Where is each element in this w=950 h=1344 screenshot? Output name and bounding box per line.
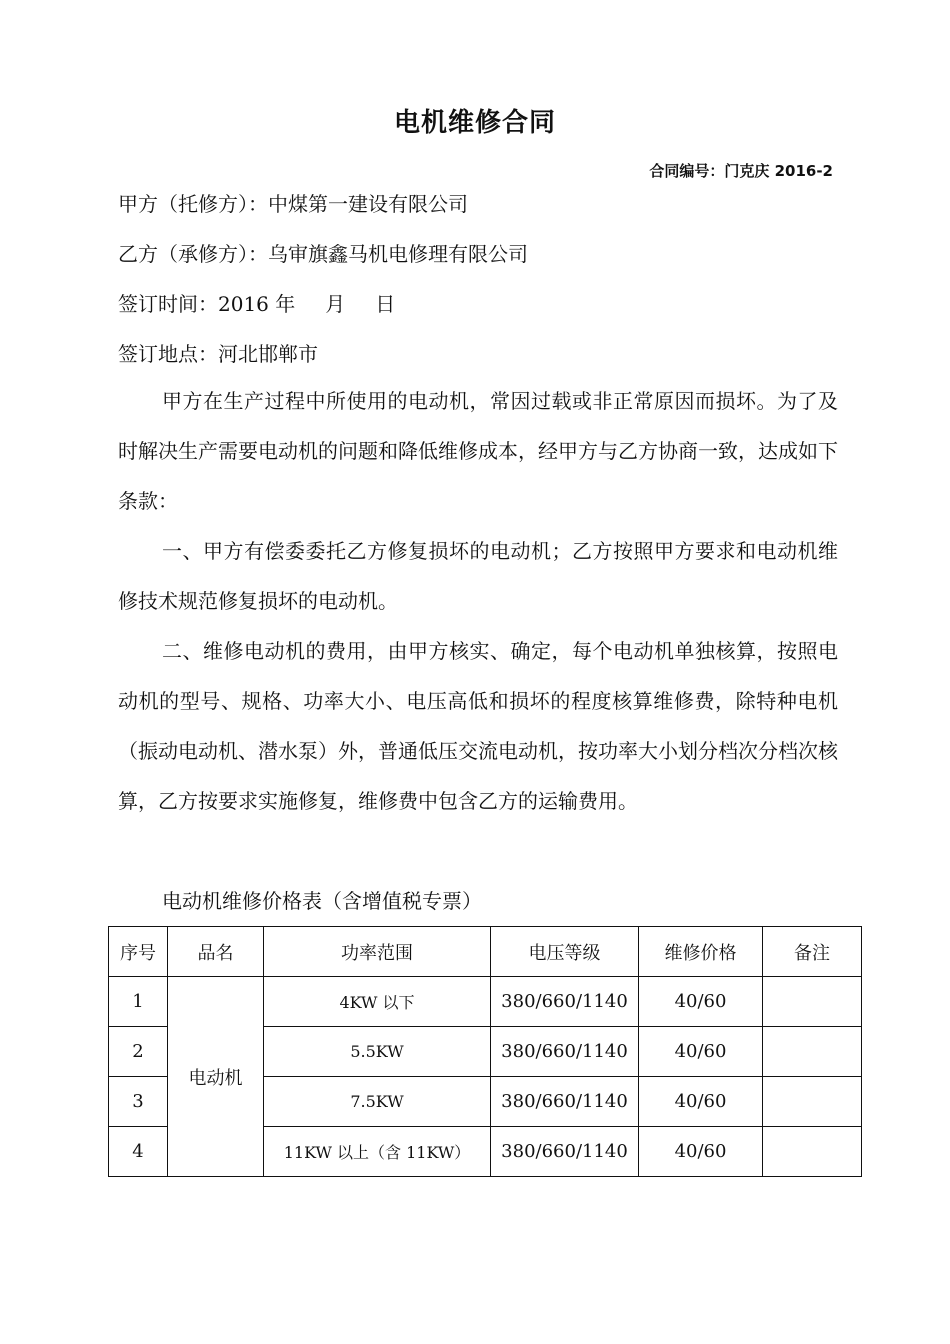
table-row xyxy=(109,977,862,1027)
clause-1: 一、甲方有偿委委托乙方修复损坏的电动机；乙方按照甲方要求和电动机维修技术规范修复损坏的电动机。 xyxy=(118,539,838,613)
product-name: 电动机 xyxy=(168,977,264,1177)
row-no: 4 xyxy=(109,1127,168,1177)
header-name: 品名 xyxy=(168,927,264,977)
header-price: 维修价格 xyxy=(639,927,763,977)
row-voltage: 380/660/1140 xyxy=(491,1027,639,1077)
intro-paragraph: 甲方在生产过程中所使用的电动机，常因过载或非正常原因而损坏。为了及时解决生产需要电动机的问题和降低维修成本，经甲方与乙方协商一致，达成如下条款： xyxy=(118,389,838,513)
table-caption: 电动机维修价格表（含增值税专票） xyxy=(162,889,482,913)
row-price: 40/60 xyxy=(639,1127,763,1177)
row-power: 11KW 以上（含 11KW） xyxy=(264,1127,491,1177)
document-title: 电机维修合同 xyxy=(393,108,556,138)
row-voltage: 380/660/1140 xyxy=(491,1077,639,1127)
row-note xyxy=(763,1127,862,1177)
row-power: 7.5KW xyxy=(264,1077,491,1127)
row-note xyxy=(763,977,862,1027)
row-voltage: 380/660/1140 xyxy=(491,1127,639,1177)
contract-number: 合同编号：门克庆 2016-2 xyxy=(649,162,833,180)
sign-time-month: 月 xyxy=(325,292,346,316)
row-power: 5.5KW xyxy=(264,1027,491,1077)
row-no: 2 xyxy=(109,1027,168,1077)
sign-time-day: 日 xyxy=(375,292,396,316)
sign-time xyxy=(118,288,395,317)
row-no: 1 xyxy=(109,977,168,1027)
sign-time-year: 签订时间：2016 年 xyxy=(118,292,296,316)
row-price: 40/60 xyxy=(639,977,763,1027)
party-a: 甲方（托修方）：中煤第一建设有限公司 xyxy=(118,192,468,216)
sign-place: 签订地点：河北邯郸市 xyxy=(118,342,318,366)
header-voltage: 电压等级 xyxy=(491,927,639,977)
header-note: 备注 xyxy=(763,927,862,977)
party-b: 乙方（承修方）：乌审旗鑫马机电修理有限公司 xyxy=(118,242,528,266)
price-table xyxy=(108,926,862,1177)
header-no: 序号 xyxy=(109,927,168,977)
row-note xyxy=(763,1077,862,1127)
row-voltage: 380/660/1140 xyxy=(491,977,639,1027)
row-price: 40/60 xyxy=(639,1027,763,1077)
row-note xyxy=(763,1027,862,1077)
row-power: 4KW 以下 xyxy=(264,977,491,1027)
table-header-row xyxy=(109,927,862,977)
header-power: 功率范围 xyxy=(264,927,491,977)
row-no: 3 xyxy=(109,1077,168,1127)
row-price: 40/60 xyxy=(639,1077,763,1127)
clause-2: 二、维修电动机的费用，由甲方核实、确定，每个电动机单独核算，按照电动机的型号、规格、功率大小、电压高低和损坏的程度核算维修费，除特种电机（振动电动机、潜水泵）外，普通低压交流电动机，按功率大小划分档次分档次核算，乙方按要求实施修复，维修费中包含乙方的运输费用。 xyxy=(118,639,838,813)
